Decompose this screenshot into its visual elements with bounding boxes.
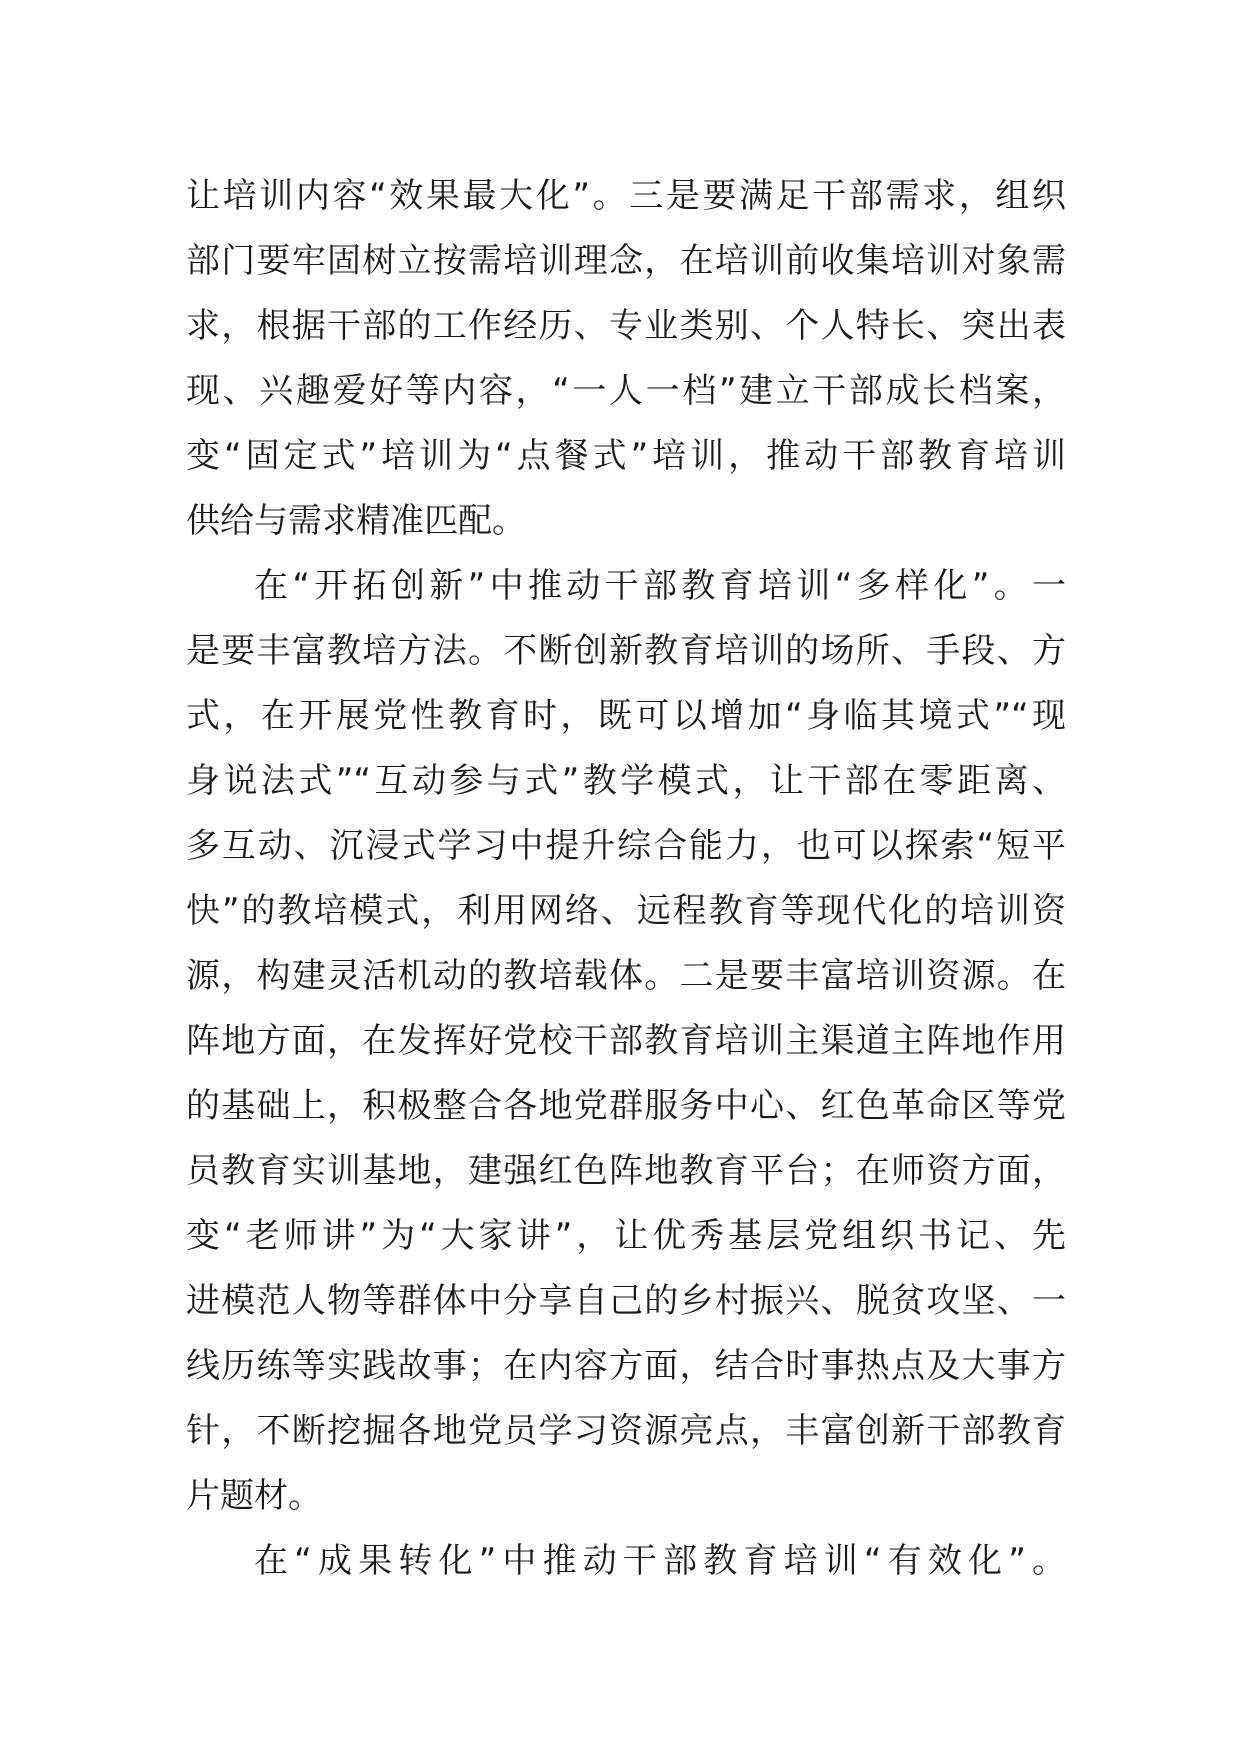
body-text xyxy=(186,164,1066,1594)
paragraph-start-line: 在“成果转化”中推动干部教育培训“有效化”。 xyxy=(254,1541,1066,1581)
text-line: 片题材。 xyxy=(186,1476,322,1516)
text-line: 的基础上，积极整合各地党群服务中心、红色革命区等党 xyxy=(186,1086,1066,1126)
text-line: 线历练等实践故事；在内容方面，结合时事热点及大事方 xyxy=(186,1346,1066,1386)
text-line: 式，在开展党性教育时，既可以增加“身临其境式”“现 xyxy=(186,696,1066,736)
text-line: 快”的教培模式，利用网络、远程教育等现代化的培训资 xyxy=(186,891,1066,931)
text-line: 变“老师讲”为“大家讲”，让优秀基层党组织书记、先 xyxy=(186,1216,1066,1256)
text-line: 求，根据干部的工作经历、专业类别、个人特长、突出表 xyxy=(186,306,1066,346)
text-line: 员教育实训基地，建强红色阵地教育平台；在师资方面， xyxy=(186,1151,1066,1191)
text-line: 现、兴趣爱好等内容，“一人一档”建立干部成长档案， xyxy=(186,371,1066,411)
text-line: 供给与需求精准匹配。 xyxy=(186,501,526,541)
text-line: 针，不断挖掘各地党员学习资源亮点，丰富创新干部教育 xyxy=(186,1411,1066,1451)
text-line: 进模范人物等群体中分享自己的乡村振兴、脱贫攻坚、一 xyxy=(186,1281,1066,1321)
text-line: 变“固定式”培训为“点餐式”培训，推动干部教育培训 xyxy=(186,436,1066,476)
text-line: 多互动、沉浸式学习中提升综合能力，也可以探索“短平 xyxy=(186,826,1066,866)
paragraph-start-line: 在“开拓创新”中推动干部教育培训“多样化”。一 xyxy=(254,566,1066,606)
text-line: 阵地方面，在发挥好党校干部教育培训主渠道主阵地作用 xyxy=(186,1021,1066,1061)
text-line: 源，构建灵活机动的教培载体。二是要丰富培训资源。在 xyxy=(186,956,1066,996)
text-line: 身说法式”“互动参与式”教学模式，让干部在零距离、 xyxy=(186,761,1066,801)
text-line: 部门要牢固树立按需培训理念，在培训前收集培训对象需 xyxy=(186,241,1066,281)
text-line: 让培训内容“效果最大化”。三是要满足干部需求，组织 xyxy=(186,176,1066,216)
text-line: 是要丰富教培方法。不断创新教育培训的场所、手段、方 xyxy=(186,631,1066,671)
